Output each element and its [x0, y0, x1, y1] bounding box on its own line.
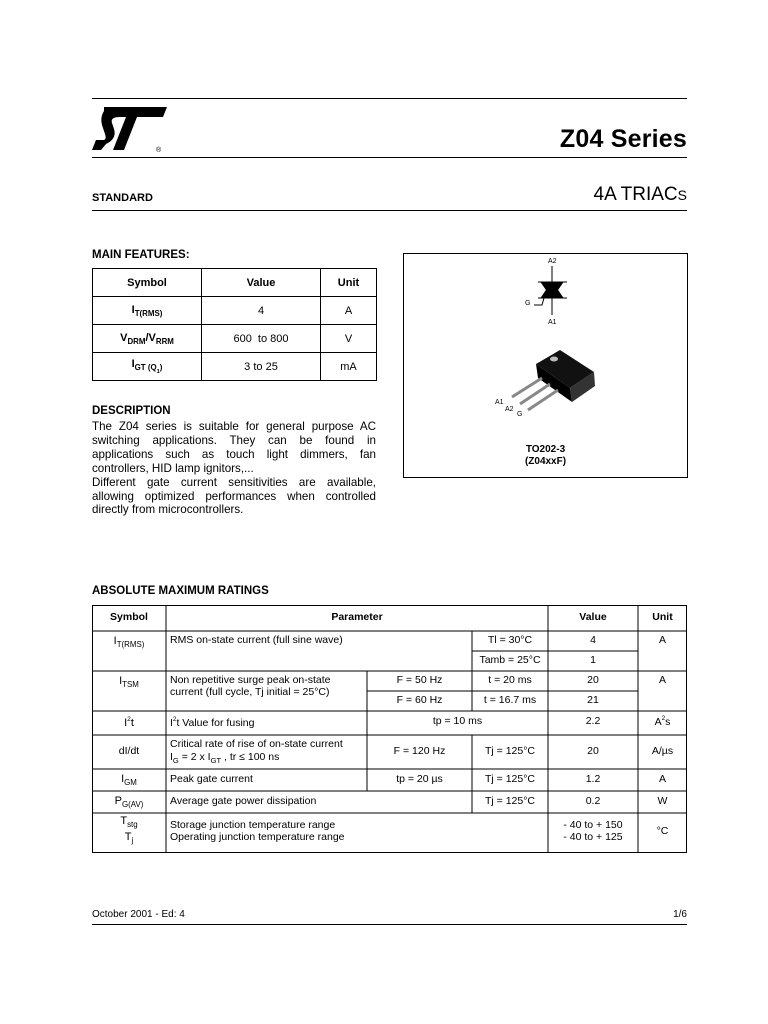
value-cell: 1.2: [585, 773, 601, 785]
value-cell: 600 to 800: [202, 325, 321, 353]
document-title: Z04 Series: [559, 125, 687, 153]
parameter-cell: Critical rate of rise of on-state current $I_G = 2$ x $I_{GT}$ , tr ≤ 100 ns: [170, 738, 343, 765]
pin-label-g: G: [517, 411, 523, 418]
col-value: Value: [579, 611, 607, 623]
unit-cell: A: [658, 773, 666, 785]
symbol-cell: $I_{T(RMS)}$: [113, 635, 145, 649]
symbol-cell: $I^2t$: [124, 716, 134, 729]
main-features-heading: MAIN FEATURES:: [92, 249, 190, 261]
description-heading: DESCRIPTION: [92, 405, 171, 417]
value-cell: 0.2: [585, 795, 601, 807]
value-cell: - 40 to + 150 - 40 to + 125: [563, 819, 623, 843]
frequency-cell: F = 120 Hz: [393, 745, 446, 757]
title-rule: [92, 157, 687, 158]
value-cell: 3 to 25: [202, 353, 321, 381]
st-logo: [92, 106, 172, 159]
unit-cell: A/µs: [651, 745, 674, 757]
parameter-cell: Average gate power dissipation: [170, 795, 317, 807]
to202-package-icon: [512, 350, 595, 410]
subtitle-rule: [92, 210, 687, 211]
unit-cell: A: [321, 297, 377, 325]
symbol-cell: dI/dt: [118, 745, 140, 757]
pin-label-a2: A2: [505, 406, 514, 413]
value-cell: 2.2: [585, 715, 601, 727]
package-name: TO202-3: [525, 444, 566, 455]
triac-symbol-icon: [534, 266, 567, 315]
condition-cell: Tl = 30°C: [487, 634, 533, 646]
pin-label-a2: A2: [548, 258, 557, 265]
condition-cell: tp = 10 ms: [432, 715, 483, 727]
pin-label-a1: A1: [548, 319, 557, 326]
unit-cell: W: [657, 795, 668, 807]
pin-label-g: G: [525, 300, 531, 307]
col-unit: Unit: [652, 611, 673, 623]
svg-text:®: ®: [156, 147, 162, 154]
top-rule: [92, 98, 687, 99]
condition-cell: Tamb = 25°C: [479, 654, 541, 666]
symbol-cell: $V_{DRM}/V_{RRM}$: [93, 325, 202, 353]
col-value: Value: [202, 269, 321, 297]
value-cell: 1: [590, 654, 596, 666]
condition-cell: Tj = 125°C: [484, 773, 535, 785]
symbol-cell: $I_{T(RMS)}$: [93, 297, 202, 325]
description-text: [92, 420, 376, 517]
frequency-cell: F = 50 Hz: [396, 674, 443, 686]
parameter-cell: Non repetitive surge peak on-state current (full cycle, Tj initial = 25°C): [170, 674, 331, 698]
col-unit: Unit: [321, 269, 377, 297]
value-cell: 4: [590, 634, 596, 646]
footer-rule: [92, 924, 687, 925]
symbol-cell: $I_{GM}$: [121, 773, 137, 787]
unit-cell: mA: [321, 353, 377, 381]
unit-cell: A: [658, 674, 666, 686]
main-features-table: [92, 268, 377, 381]
value-cell: 21: [587, 694, 599, 706]
col-parameter: Parameter: [331, 611, 383, 623]
category-label: STANDARD: [92, 192, 153, 204]
ratings-heading: ABSOLUTE MAXIMUM RATINGS: [92, 585, 269, 597]
unit-cell: °C: [656, 825, 669, 837]
condition-cell: Tj = 125°C: [484, 745, 535, 757]
unit-cell: $A^2s$: [654, 715, 671, 728]
symbol-cell: $I_{GT (Q_1)}$: [93, 353, 202, 381]
unit-cell: A: [658, 634, 666, 646]
parameter-cell: Storage junction temperature range Operating junction temperature range: [170, 819, 345, 843]
frequency-cell: F = 60 Hz: [396, 694, 443, 706]
col-symbol: Symbol: [110, 611, 148, 623]
table-row: [93, 297, 377, 325]
col-symbol: Symbol: [93, 269, 202, 297]
value-cell: 20: [587, 674, 599, 686]
value-cell: 20: [587, 745, 599, 757]
symbol-cell: $I_{TSM}$: [119, 675, 139, 689]
parameter-cell: $I^2t$ Value for fusing: [170, 716, 255, 729]
parameter-cell: Peak gate current: [170, 773, 253, 785]
pin-label-a1: A1: [495, 399, 504, 406]
page-number: 1/6: [673, 909, 687, 920]
table-row: [93, 353, 377, 381]
description-paragraph: Different gate current sensitivities are available, allowing optimized performances when controlled directly from microcontrollers.: [92, 475, 376, 517]
footer-date: October 2001 - Ed: 4: [92, 909, 185, 920]
package-part: (Z04xxF): [524, 456, 567, 467]
parameter-cell: RMS on-state current (full sine wave): [170, 634, 343, 646]
unit-cell: V: [321, 325, 377, 353]
value-cell: 4: [202, 297, 321, 325]
ratings-body: [92, 605, 687, 853]
document-subtitle: 4A TRIACS: [593, 184, 687, 205]
tp-cell: tp = 20 µs: [396, 773, 443, 785]
description-paragraph: The Z04 series is suitable for general purpose AC switching applications. They can be found in applications such as touch light dimmers, fan controllers, HID lamp ignitors,...: [92, 420, 376, 475]
package-caption: [403, 444, 688, 468]
symbol-cell: $T_{stg}$ $T_j$: [120, 815, 138, 845]
symbol-cell: $P_{G(AV)}$: [114, 795, 144, 809]
condition-cell: t = 16.7 ms: [483, 694, 537, 706]
table-row: [93, 325, 377, 353]
condition-cell: Tj = 125°C: [484, 795, 535, 807]
condition-cell: t = 20 ms: [488, 674, 532, 686]
